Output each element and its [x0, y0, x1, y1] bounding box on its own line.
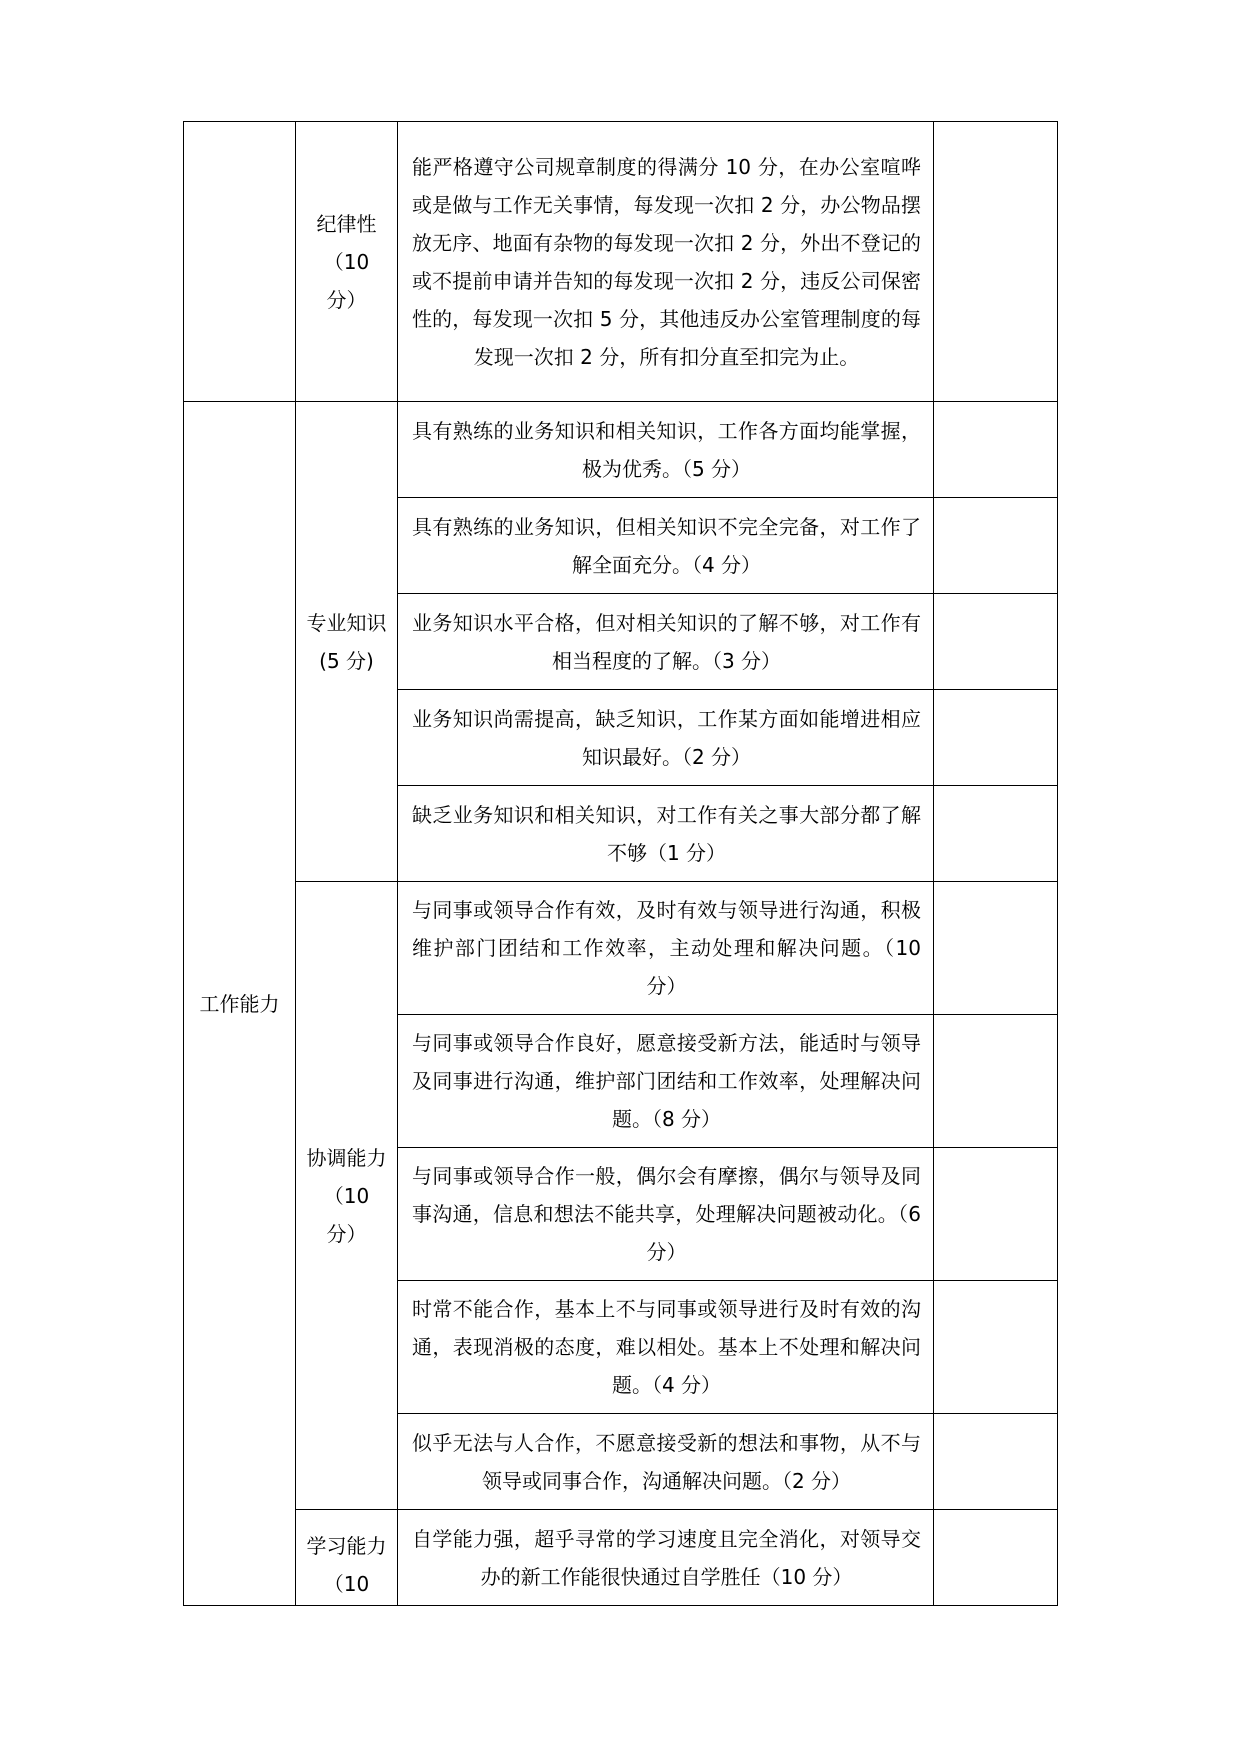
- criteria-cell-coordination-5: [398, 1414, 934, 1510]
- score-cell[interactable]: [934, 402, 1058, 498]
- item-label-learning: 学习能力（10: [306, 1533, 387, 1596]
- criteria-cell-coordination-4: [398, 1281, 934, 1414]
- criteria-text: 具有熟练的业务知识和相关知识，工作各方面均能掌握，极为优秀。（5 分）: [412, 418, 921, 481]
- criteria-text: 时常不能合作，基本上不与同事或领导进行及时有效的沟通，表现消极的态度，难以相处。基本上不处理和解决问题。（4 分）: [412, 1297, 921, 1397]
- criteria-cell-knowledge-5: [398, 786, 934, 882]
- category-cell-work-ability: [184, 402, 296, 1606]
- item-cell-coordination: [296, 882, 398, 1510]
- criteria-text-discipline: 能严格遵守公司规章制度的得满分 10 分，在办公室喧哗或是做与工作无关事情，每发现一次扣 2 分，办公物品摆放无序、地面有杂物的每发现一次扣 2 分，外出不登记的或不提前申请并告知的每发现一次扣 2 分，违反公司保密性的，每发现一次扣 5 分，其他违反办公室管理制度的每发现一次扣 2 分，所有扣分直至扣完为止。: [412, 154, 921, 369]
- item-label-coordination: 协调能力（10 分）: [306, 1145, 387, 1246]
- score-cell[interactable]: [934, 1414, 1058, 1510]
- criteria-text: 与同事或领导合作一般，偶尔会有摩擦，偶尔与领导及同事沟通，信息和想法不能共享，处理解决问题被动化。（6 分）: [412, 1164, 921, 1264]
- criteria-cell-coordination-3: [398, 1148, 934, 1281]
- criteria-text: 自学能力强，超乎寻常的学习速度且完全消化，对领导交办的新工作能很快通过自学胜任（10 分）: [412, 1526, 921, 1589]
- score-cell[interactable]: [934, 786, 1058, 882]
- score-cell[interactable]: [934, 882, 1058, 1015]
- criteria-cell-discipline: [398, 122, 934, 402]
- table-row-knowledge-1: [184, 402, 1058, 498]
- score-cell[interactable]: [934, 1148, 1058, 1281]
- criteria-cell-knowledge-2: [398, 498, 934, 594]
- criteria-cell-coordination-1: [398, 882, 934, 1015]
- score-cell[interactable]: [934, 498, 1058, 594]
- criteria-cell-knowledge-1: [398, 402, 934, 498]
- score-cell[interactable]: [934, 1510, 1058, 1606]
- criteria-cell-coordination-2: [398, 1015, 934, 1148]
- table-row-discipline: [184, 122, 1058, 402]
- item-cell-knowledge: [296, 402, 398, 882]
- criteria-text: 与同事或领导合作有效，及时有效与领导进行沟通，积极维护部门团结和工作效率，主动处理和解决问题。（10 分）: [412, 898, 921, 998]
- criteria-text: 业务知识尚需提高，缺乏知识，工作某方面如能增进相应知识最好。（2 分）: [412, 706, 921, 769]
- criteria-text: 缺乏业务知识和相关知识，对工作有关之事大部分都了解不够（1 分）: [412, 802, 921, 865]
- score-cell[interactable]: [934, 1015, 1058, 1148]
- score-cell[interactable]: [934, 690, 1058, 786]
- score-cell[interactable]: [934, 594, 1058, 690]
- table-row-coordination-1: [184, 882, 1058, 1015]
- criteria-text: 业务知识水平合格，但对相关知识的了解不够，对工作有相当程度的了解。（3 分）: [412, 610, 921, 673]
- category-label-work-ability: 工作能力: [199, 991, 280, 1016]
- criteria-text: 与同事或领导合作良好，愿意接受新方法，能适时与领导及同事进行沟通，维护部门团结和工作效率，处理解决问题。（8 分）: [412, 1031, 921, 1131]
- item-label-knowledge: 专业知识(5 分): [306, 610, 387, 673]
- criteria-text: 似乎无法与人合作，不愿意接受新的想法和事物，从不与领导或同事合作，沟通解决问题。（2 分）: [412, 1430, 921, 1493]
- criteria-text: 具有熟练的业务知识，但相关知识不完全完备，对工作了解全面充分。（4 分）: [412, 514, 921, 577]
- table-row-learning-1: [184, 1510, 1058, 1606]
- item-cell-learning: [296, 1510, 398, 1606]
- evaluation-table: [183, 121, 1058, 1606]
- item-label-discipline: 纪律性（10 分）: [316, 211, 377, 312]
- score-cell[interactable]: [934, 1281, 1058, 1414]
- criteria-cell-knowledge-4: [398, 690, 934, 786]
- criteria-cell-learning-1: [398, 1510, 934, 1606]
- score-cell-discipline[interactable]: [934, 122, 1058, 402]
- category-cell-empty: [184, 122, 296, 402]
- criteria-cell-knowledge-3: [398, 594, 934, 690]
- item-cell-discipline: [296, 122, 398, 402]
